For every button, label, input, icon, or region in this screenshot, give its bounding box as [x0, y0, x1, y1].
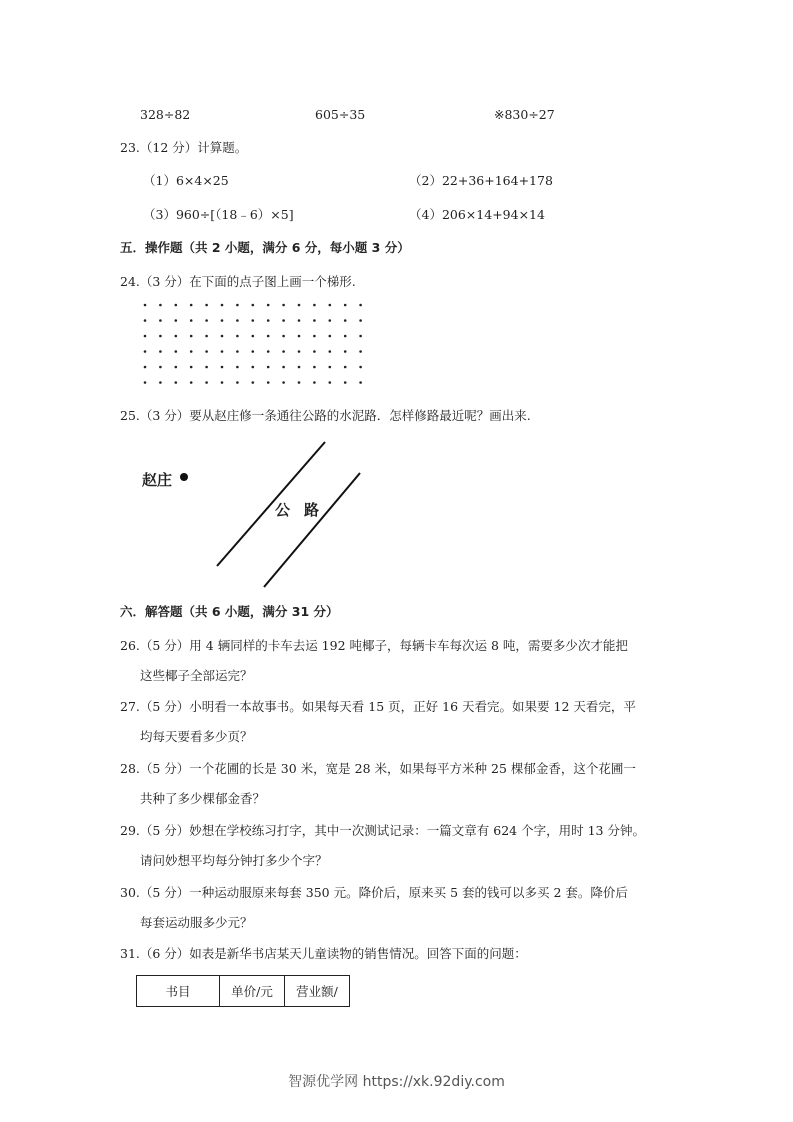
question-30-line-2: 每套运动服多少元？: [140, 915, 253, 930]
grid-dot[interactable]: [359, 381, 362, 384]
grid-dot[interactable]: [267, 350, 270, 353]
table-header-cell: 营业额/: [285, 976, 350, 1007]
question-29-line-2: 请问妙想平均每分钟打多少个字？: [140, 853, 328, 868]
grid-dot[interactable]: [159, 319, 162, 322]
grid-dot[interactable]: [313, 350, 316, 353]
grid-dot[interactable]: [282, 366, 285, 369]
grid-dot[interactable]: [205, 366, 208, 369]
grid-dot[interactable]: [252, 350, 255, 353]
town-label: 赵庄: [142, 471, 173, 489]
grid-dot[interactable]: [159, 335, 162, 338]
grid-dot[interactable]: [205, 350, 208, 353]
division-problem-3: ※830÷27: [494, 107, 555, 122]
grid-dot[interactable]: [252, 319, 255, 322]
grid-dot[interactable]: [175, 319, 178, 322]
grid-dot[interactable]: [175, 335, 178, 338]
grid-dot[interactable]: [221, 366, 224, 369]
section-5-heading: 五．操作题（共 2 小题，满分 6 分，每小题 3 分）: [120, 240, 410, 255]
question-29-line-1: 29.（5 分）妙想在学校练习打字，其中一次测试记录：一篇文章有 624 个字，用时 13 分钟。: [120, 823, 645, 838]
grid-dot[interactable]: [329, 335, 332, 338]
table-header-row: [137, 976, 350, 1007]
grid-dot[interactable]: [236, 304, 239, 307]
grid-dot[interactable]: [298, 319, 301, 322]
grid-dot[interactable]: [190, 350, 193, 353]
division-problem-2: 605÷35: [315, 107, 366, 122]
grid-dot[interactable]: [236, 350, 239, 353]
grid-dot[interactable]: [359, 304, 362, 307]
grid-dot[interactable]: [344, 304, 347, 307]
question-23: 23.（12 分）计算题。: [120, 140, 248, 155]
grid-dot[interactable]: [344, 366, 347, 369]
section-6-heading: 六．解答题（共 6 小题，满分 31 分）: [120, 604, 339, 619]
grid-dot[interactable]: [329, 381, 332, 384]
grid-dot[interactable]: [359, 319, 362, 322]
grid-dot[interactable]: [144, 366, 147, 369]
q23-item-4: （4）206×14+94×14: [409, 207, 545, 222]
grid-dot[interactable]: [221, 350, 224, 353]
question-31: 31.（6 分）如表是新华书店某天儿童读物的销售情况。回答下面的问题：: [120, 946, 527, 961]
table-header-cell: 单价/元: [220, 976, 285, 1007]
page-footer: 智源优学网 https://xk.92diy.com: [288, 1074, 505, 1090]
grid-dot[interactable]: [282, 335, 285, 338]
dot-grid[interactable]: [138, 298, 378, 390]
grid-dot[interactable]: [205, 335, 208, 338]
grid-dot[interactable]: [221, 335, 224, 338]
question-25: 25.（3 分）要从赵庄修一条通往公路的水泥路．怎样修路最近呢？画出来.: [120, 408, 531, 423]
grid-dot[interactable]: [282, 350, 285, 353]
road-label: 公路: [275, 501, 334, 519]
grid-dot[interactable]: [175, 350, 178, 353]
grid-dot[interactable]: [359, 335, 362, 338]
grid-dot[interactable]: [190, 304, 193, 307]
q23-item-3: （3）960÷[（18﹣6）×5]: [143, 207, 294, 222]
grid-dot[interactable]: [298, 304, 301, 307]
grid-dot[interactable]: [221, 304, 224, 307]
grid-dot[interactable]: [282, 304, 285, 307]
grid-dot[interactable]: [159, 381, 162, 384]
grid-dot[interactable]: [221, 381, 224, 384]
grid-dot[interactable]: [329, 350, 332, 353]
grid-dot[interactable]: [359, 350, 362, 353]
grid-dot[interactable]: [175, 381, 178, 384]
question-24: 24.（3 分）在下面的点子图上画一个梯形.: [120, 274, 356, 289]
question-26-line-1: 26.（5 分）用 4 辆同样的卡车去运 192 吨椰子，每辆卡车每次运 8 吨，需要多少次才能把: [120, 638, 628, 653]
grid-dot[interactable]: [252, 366, 255, 369]
grid-dot[interactable]: [205, 381, 208, 384]
grid-dot[interactable]: [313, 335, 316, 338]
grid-dot[interactable]: [298, 381, 301, 384]
grid-dot[interactable]: [159, 366, 162, 369]
grid-dot[interactable]: [313, 381, 316, 384]
grid-dot[interactable]: [190, 381, 193, 384]
question-28-line-1: 28.（5 分）一个花圃的长是 30 米，宽是 28 米，如果每平方米种 25 棵郁金香，这个花圃一: [120, 761, 636, 776]
grid-dot[interactable]: [359, 366, 362, 369]
division-problem-1: 328÷82: [140, 107, 191, 122]
question-28-line-2: 共种了多少棵郁金香？: [140, 791, 266, 806]
grid-dot[interactable]: [221, 319, 224, 322]
road-edge-right: [264, 473, 360, 587]
grid-dot[interactable]: [267, 319, 270, 322]
grid-dot[interactable]: [159, 304, 162, 307]
grid-dot[interactable]: [190, 366, 193, 369]
grid-dot[interactable]: [144, 335, 147, 338]
grid-dot[interactable]: [282, 319, 285, 322]
grid-dot[interactable]: [236, 335, 239, 338]
grid-dot[interactable]: [205, 304, 208, 307]
town-point-icon: [180, 473, 188, 481]
grid-dot[interactable]: [329, 304, 332, 307]
grid-dot[interactable]: [313, 319, 316, 322]
road-figure[interactable]: [130, 440, 380, 590]
grid-dot[interactable]: [144, 350, 147, 353]
grid-dot[interactable]: [329, 366, 332, 369]
grid-dot[interactable]: [144, 319, 147, 322]
grid-dot[interactable]: [205, 319, 208, 322]
sales-table: [136, 975, 350, 1007]
grid-dot[interactable]: [282, 381, 285, 384]
grid-dot[interactable]: [313, 366, 316, 369]
grid-dot[interactable]: [144, 381, 147, 384]
grid-dot[interactable]: [344, 319, 347, 322]
question-27-line-1: 27.（5 分）小明看一本故事书。如果每天看 15 页，正好 16 天看完。如果要 12 天看完，平: [120, 699, 636, 714]
grid-dot[interactable]: [252, 335, 255, 338]
grid-dot[interactable]: [298, 350, 301, 353]
grid-dot[interactable]: [329, 319, 332, 322]
grid-dot[interactable]: [267, 366, 270, 369]
q23-item-1: （1）6×4×25: [143, 173, 229, 188]
grid-dot[interactable]: [267, 381, 270, 384]
grid-dot[interactable]: [344, 381, 347, 384]
q23-item-2: （2）22+36+164+178: [409, 173, 553, 188]
grid-dot[interactable]: [236, 319, 239, 322]
grid-dot[interactable]: [236, 381, 239, 384]
question-26-line-2: 这些椰子全部运完？: [140, 668, 253, 683]
grid-dot[interactable]: [236, 366, 239, 369]
grid-dot[interactable]: [190, 335, 193, 338]
table-header-cell: 书目: [137, 976, 220, 1007]
grid-dot[interactable]: [144, 304, 147, 307]
grid-dot[interactable]: [252, 381, 255, 384]
grid-dot[interactable]: [267, 304, 270, 307]
grid-dot[interactable]: [175, 304, 178, 307]
question-27-line-2: 均每天要看多少页？: [140, 729, 253, 744]
grid-dot[interactable]: [159, 350, 162, 353]
grid-dot[interactable]: [252, 304, 255, 307]
grid-dot[interactable]: [298, 335, 301, 338]
grid-dot[interactable]: [267, 335, 270, 338]
grid-dot[interactable]: [313, 304, 316, 307]
grid-dot[interactable]: [190, 319, 193, 322]
grid-dot[interactable]: [344, 335, 347, 338]
question-30-line-1: 30.（5 分）一种运动服原来每套 350 元。降价后，原来买 5 套的钱可以多买 2 套。降价后: [120, 885, 628, 900]
grid-dot[interactable]: [175, 366, 178, 369]
grid-dot[interactable]: [298, 366, 301, 369]
grid-dot[interactable]: [344, 350, 347, 353]
